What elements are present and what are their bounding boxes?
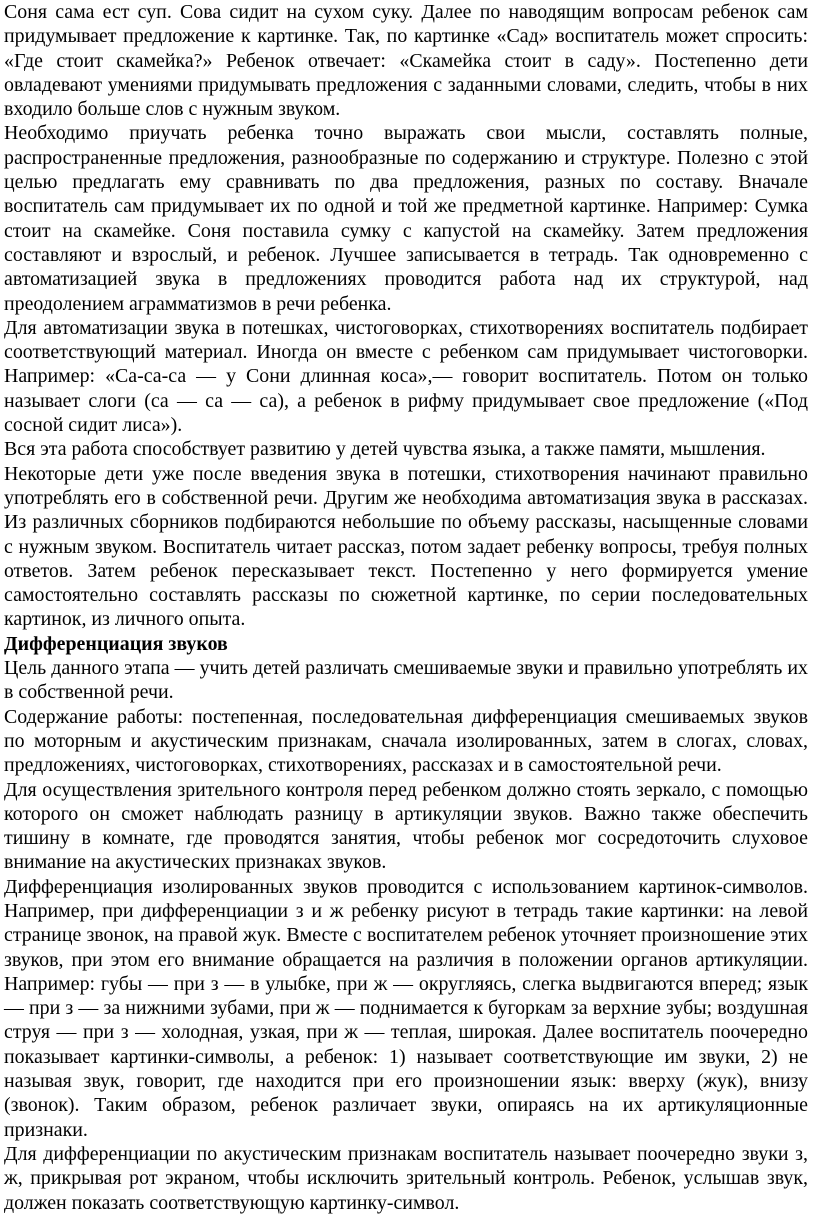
section-heading: Дифференциация звуков [4,632,228,655]
paragraph: Для дифференциации по акустическим признакам воспитатель называет поочередно звуки з, ж, прикрывая рот экраном, чтобы исключить зрительный контроль. Ребенок, услышав звук, должен показать соответствующую картинку-символ. [4,1142,808,1214]
paragraph: Дифференциация изолированных звуков проводится с использованием картинок-символов. Например, при дифференциации з и ж ребенку рисуют в тетрадь такие картинки: на левой странице звонок, на правой жук. Вместе с воспитателем ребенок уточняет произношение этих звуков, при этом его внимание обращается на различия в положении органов артикуляции. Например: губы — при з — в улыбке, при ж — округляясь, слегка выдвигаются вперед; язык — при з — за нижними зубами, при ж — поднимается к бугоркам за верхние зубы; воздушная струя — при з — холодная, узкая, при ж — теплая, широкая. Далее воспитатель поочередно показывает картинки-символы, а ребенок: 1) называет соответствующие им звуки, 2) не называя звук, говорит, где находится при его произношении язык: вверху (жук), внизу (звонок). Таким образом, ребенок различает звуки, опираясь на их артикуляционные признаки. [4,875,808,1141]
paragraph: Цель данного этапа — учить детей различать смешиваемые звуки и правильно употреблять их в собственной речи. [4,657,808,704]
paragraph: Для осуществления зрительного контроля перед ребенком должно стоять зеркало, с помощью которого он сможет наблюдать разницу в артикуляции звуков. Важно также обеспечить тишину в комнате, где проводятся занятия, чтобы ребенок мог сосредоточить слуховое внимание на акустических признаках звуков. [4,778,808,874]
paragraph: Необходимо приучать ребенка точно выражать свои мысли, составлять полные, распространенные предложения, разнообразные по содержанию и структуре. Полезно с этой целью предлагать ему сравнивать по два предложения, разных по составу. Вначале воспитатель сам придумывает их по одной и той же предметной картинке. Например: Сумка стоит на скамейке. Соня поставила сумку с капустой на скамейку. Затем предложения составляют и взрослый, и ребенок. Лучшее записывается в тетрадь. Так одновременно с автоматизацией звука в предложениях проводится работа над их структурой, над преодолением аграмматизмов в речи ребенка. [4,122,808,315]
paragraph: Вся эта работа способствует развитию у детей чувства языка, а также памяти, мышления. [4,438,766,461]
paragraph: Содержание работы: постепенная, последовательная дифференциация смешиваемых звуков по моторным и акустическим признакам, сначала изолированных, затем в слогах, словах, предложениях, чистоговорках, стихотворениях, рассказах и в самостоятельной речи. [4,705,808,777]
paragraph: Некоторые дети уже после введения звука в потешки, стихотворения начинают правильно употреблять его в собственной речи. Другим же необходима автоматизация звука в рассказах. Из различных сборников подбираются небольшие по объему рассказы, насыщенные словами с нужным звуком. Воспитатель читает рассказ, потом задает ребенку вопросы, требуя полных ответов. Затем ребенок пересказывает текст. Постепенно у него формируется умение самостоятельно составлять рассказы по сюжетной картинке, по серии последовательных картинок, из личного опыта. [4,462,808,631]
paragraph: Соня сама ест суп. Сова сидит на сухом суку. Далее по наводящим вопросам ребенок сам придумывает предложение к картинке. Так, по картинке «Сад» воспитатель может спросить: «Где стоит скамейка?» Ребенок отвечает: «Скамейка стоит в саду». Постепенно дети овладевают умениями придумывать предложения с заданными словами, следить, чтобы в них входило больше слов с нужным звуком. [4,1,808,121]
paragraph: Для автоматизации звука в потешках, чистоговорках, стихотворениях воспитатель подбирает соответствующий материал. Иногда он вместе с ребенком сам придумывает чистоговорки. Например: «Са-са-са — у Сони длинная коса»,— говорит воспитатель. Потом он только называет слоги (са — са — са), а ребенок в рифму придумывает свое предложение («Под сосной сидит лиса»). [4,316,808,437]
